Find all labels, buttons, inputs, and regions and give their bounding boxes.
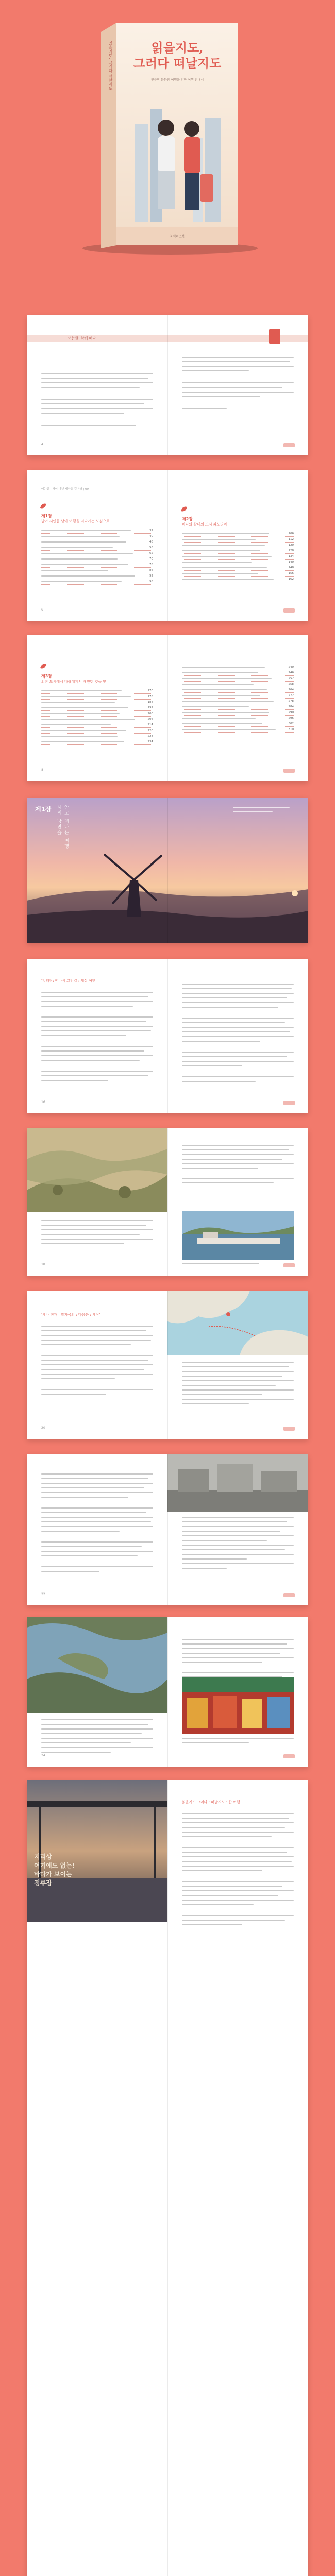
- market-photo: [182, 1677, 294, 1734]
- cover-title-line2b: 떠날지도: [173, 56, 222, 71]
- coastal-aerial-photo: [27, 1617, 167, 1713]
- page-left: [27, 315, 167, 455]
- part2-label: 제2장: [182, 517, 193, 521]
- page-left: '세나 현재 : 발자국의 : 마음은 : 세상' 20: [27, 1291, 167, 1439]
- spread-toc-2: [27, 635, 308, 781]
- book-3d-illustration: [0, 0, 335, 260]
- page-number: 4: [41, 443, 43, 446]
- page-left: 18: [27, 1128, 167, 1276]
- page-right: [167, 1617, 308, 1767]
- overlay-line1: 지리상: [34, 1853, 52, 1860]
- leaf-icon: [40, 663, 46, 670]
- page-right: [167, 1128, 308, 1276]
- running-head: 여는글 | 책이 아닌 세상을 걸어라 | 09: [41, 488, 89, 491]
- part3-title: 외딴 도시에서 바람에게서 배웠던 것들 몇: [41, 680, 107, 684]
- cover-title-line1: 읽을지도,: [151, 40, 204, 55]
- cover-title-line2a: 그러다: [133, 56, 170, 71]
- book-cover-section: [0, 0, 335, 260]
- spread-essay-1: [27, 959, 308, 1113]
- page-right: [167, 959, 308, 1113]
- cover-publisher: 북캠퍼스북: [170, 235, 185, 239]
- part3-label: 제3장: [41, 674, 53, 679]
- page-left: 24: [27, 1617, 167, 1767]
- chapter-vertical-title-1: 시의 낭만을: [56, 805, 61, 836]
- harbor-photo: [182, 1211, 294, 1260]
- overlay-line2: 여기에도 없는!: [34, 1862, 75, 1869]
- spread-essay-5: [27, 1617, 308, 1767]
- part1-title: 남아 시인들 남아 여행을 떠나가는 도심으로: [41, 519, 110, 523]
- cover-title: [116, 40, 238, 71]
- chapter-label: 제1장: [35, 806, 52, 813]
- bus-stop-sunset-photo: [27, 1780, 167, 1922]
- page-right: [167, 1454, 308, 1605]
- page-right: 제2장 바다와 갈대의 도시 파노라마 106 112 120 128 134 140 148 156 162: [167, 470, 308, 621]
- page-right: 240 246 252 258 264 272 278 284 290 296 302 310: [167, 635, 308, 781]
- spread-chapter-opener: [27, 798, 308, 943]
- preface-heading: 여는글: 함께 떠나: [27, 335, 308, 342]
- part1-label: 제1장: [41, 514, 53, 518]
- section-heading: 읽을지도 그러다 : 떠날지도 : 한 여행: [182, 1800, 240, 1804]
- chapter-vertical-title-2: 안고 떠나는 여행: [63, 805, 69, 850]
- page-right: [167, 1291, 308, 1439]
- photo-overlay-text: [34, 1852, 137, 1887]
- page-left: 제3장 외딴 도시에서 바람에게서 배웠던 것들 몇 170 178 184 192 200 206 214 220 228 234 8: [27, 635, 167, 781]
- brand-logo: [283, 443, 295, 447]
- page-left: '첫째장: 떠나서 그러길 : 세상 여행' 16: [27, 959, 167, 1113]
- spread-preface: [27, 315, 308, 455]
- page-left: [27, 1780, 167, 2576]
- street-photo: [167, 1454, 308, 1512]
- part2-title: 바다와 갈대의 도시 파노라마: [182, 522, 227, 527]
- leaf-icon: [181, 505, 187, 513]
- page-right: [167, 315, 308, 455]
- landscape-painting-image: [27, 1128, 167, 1212]
- spread-essay-2: [27, 1128, 308, 1276]
- overlay-line3: 바다가 보이는: [34, 1871, 72, 1878]
- section-heading: '첫째장: 떠나서 그러길 : 세상 여행': [41, 979, 97, 983]
- cover-subtitle: 인문학 문화탐 여행을 위한 여행 안내서: [150, 78, 204, 82]
- spread-essay-3: [27, 1291, 308, 1439]
- page-left: 22: [27, 1454, 167, 1605]
- spread-essay-6: [27, 1780, 308, 2576]
- photo-caption: [233, 807, 290, 820]
- leaf-icon: [40, 502, 46, 510]
- spread-toc-1: [27, 470, 308, 621]
- map-image: [167, 1291, 308, 1355]
- overlay-line4: 정류장: [34, 1879, 52, 1887]
- section-heading: '세나 현재 : 발자국의 : 마음은 : 세상': [41, 1313, 100, 1317]
- page-left: 여는글 | 책이 아닌 세상을 걸어라 | 09 제1장 남아 시인들 남아 여행을 떠나가는 도심으로 32 40 48 56 62 70 78 86 92 98 6: [27, 470, 167, 621]
- spread-essay-4: [27, 1454, 308, 1605]
- page-right: [167, 1780, 308, 2576]
- cover-spine-title: 읽을지도, 그러다 떠날지도: [108, 41, 113, 91]
